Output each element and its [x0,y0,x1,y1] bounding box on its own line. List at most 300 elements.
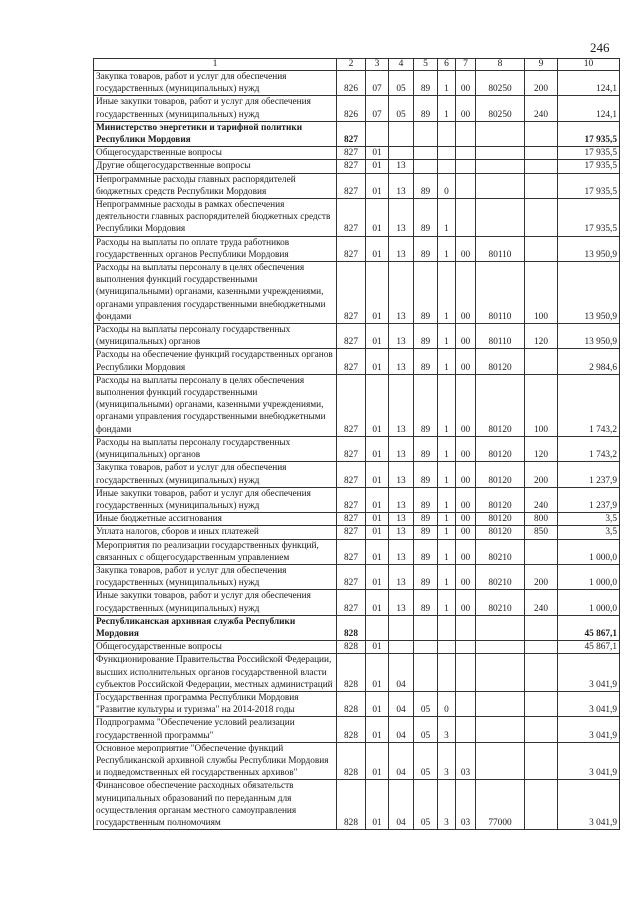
code-cell [525,121,558,146]
code-cell: 01 [366,462,389,487]
column-header: 2 [337,59,366,71]
row-name-cell: Республиканская архивная служба Республики Мордовия [94,615,337,640]
amount-cell: 1 000,0 [558,564,620,589]
table-row [94,96,620,121]
code-cell: 1 [438,539,456,564]
column-header: 9 [525,59,558,71]
code-cell: 13 [389,374,414,436]
code-cell: 13 [389,487,414,512]
column-header: 6 [438,59,456,71]
code-cell: 80120 [476,374,525,436]
code-cell: 13 [389,236,414,261]
amount-cell: 17 935,5 [558,121,620,146]
code-cell: 240 [525,487,558,512]
code-cell: 01 [366,160,389,173]
code-cell: 80210 [476,590,525,615]
code-cell: 827 [337,236,366,261]
code-cell: 89 [414,173,438,198]
code-cell: 120 [525,436,558,461]
row-name-cell: Расходы на обеспечение функций государственных органов Республики Мордовия [94,349,337,374]
row-name-cell: Закупка товаров, работ и услуг для обеспечения государственных (муниципальных) нужд [94,71,337,96]
code-cell: 01 [366,262,389,324]
code-cell [525,742,558,780]
code-cell: 80110 [476,324,525,349]
row-name-cell: Государственная программа Республики Мордовия "Развитие культуры и туризма" на 2014-2018 годы [94,691,337,716]
code-cell [438,147,456,160]
code-cell: 80110 [476,236,525,261]
amount-cell: 2 984,6 [558,349,620,374]
code-cell: 828 [337,780,366,830]
row-name-cell: Расходы на выплаты персоналу государственных (муниципальных) органов [94,324,337,349]
code-cell [456,173,476,198]
code-cell: 00 [456,462,476,487]
code-cell [366,615,389,640]
code-cell: 89 [414,539,438,564]
amount-cell: 3 041,9 [558,654,620,692]
code-cell: 89 [414,236,438,261]
code-cell [366,121,389,146]
code-cell: 01 [366,236,389,261]
row-name-cell: Подпрограмма "Обеспечение условий реализации государственной программы" [94,717,337,742]
code-cell: 80120 [476,526,525,539]
code-cell: 05 [414,691,438,716]
table-row [94,462,620,487]
amount-cell: 3 041,9 [558,717,620,742]
code-cell [525,173,558,198]
table-row [94,590,620,615]
code-cell: 89 [414,349,438,374]
code-cell: 01 [366,173,389,198]
code-cell: 13 [389,173,414,198]
table-row [94,236,620,261]
row-name-cell: Непрограммные расходы в рамках обеспечения деятельности главных распорядителей бюджетных средств Республики Мордовия [94,199,337,237]
code-cell [389,615,414,640]
table-row [94,780,620,830]
column-header: 8 [476,59,525,71]
column-header: 5 [414,59,438,71]
table-row [94,717,620,742]
table-row [94,526,620,539]
code-cell: 89 [414,462,438,487]
amount-cell: 1 237,9 [558,462,620,487]
table-row [94,742,620,780]
row-name-cell: Мероприятия по реализации государственных функций, связанных с общегосударственным управлением [94,539,337,564]
code-cell: 828 [337,654,366,692]
code-cell [476,654,525,692]
code-cell: 01 [366,742,389,780]
code-cell: 3 [438,780,456,830]
code-cell: 00 [456,324,476,349]
code-cell: 04 [389,780,414,830]
code-cell: 01 [366,199,389,237]
code-cell [438,654,456,692]
code-cell: 1 [438,262,456,324]
amount-cell: 17 935,5 [558,199,620,237]
table-row [94,564,620,589]
code-cell: 89 [414,590,438,615]
code-cell: 01 [366,526,389,539]
code-cell [456,199,476,237]
code-cell [476,121,525,146]
code-cell: 00 [456,526,476,539]
code-cell [414,654,438,692]
amount-cell: 3 041,9 [558,691,620,716]
code-cell: 05 [414,742,438,780]
amount-cell: 13 950,9 [558,236,620,261]
code-cell: 01 [366,654,389,692]
code-cell: 89 [414,199,438,237]
code-cell: 200 [525,462,558,487]
table-row [94,160,620,173]
code-cell [476,691,525,716]
code-cell: 827 [337,513,366,526]
code-cell [389,121,414,146]
code-cell: 03 [456,780,476,830]
page-number: 246 [590,40,610,55]
amount-cell: 17 935,5 [558,173,620,198]
table-row [94,539,620,564]
code-cell: 850 [525,526,558,539]
code-cell: 01 [366,436,389,461]
code-cell: 80120 [476,487,525,512]
code-cell: 0 [438,173,456,198]
code-cell [476,147,525,160]
code-cell [438,641,456,654]
code-cell: 04 [389,654,414,692]
code-cell: 01 [366,374,389,436]
table-row [94,324,620,349]
table-row [94,199,620,237]
code-cell [476,641,525,654]
code-cell [476,173,525,198]
code-cell: 80120 [476,513,525,526]
code-cell: 01 [366,487,389,512]
code-cell [456,615,476,640]
code-cell: 01 [366,539,389,564]
row-name-cell: Иные закупки товаров, работ и услуг для обеспечения государственных (муниципальных) нужд [94,590,337,615]
code-cell: 00 [456,96,476,121]
code-cell: 1 [438,513,456,526]
code-cell: 80110 [476,262,525,324]
code-cell: 01 [366,780,389,830]
code-cell: 00 [456,590,476,615]
code-cell: 89 [414,526,438,539]
amount-cell: 3,5 [558,513,620,526]
code-cell [476,615,525,640]
code-cell [525,539,558,564]
code-cell: 05 [389,96,414,121]
code-cell: 827 [337,160,366,173]
code-cell: 1 [438,236,456,261]
code-cell [525,691,558,716]
amount-cell: 45 867,1 [558,615,620,640]
code-cell: 13 [389,462,414,487]
code-cell: 01 [366,147,389,160]
code-cell: 00 [456,262,476,324]
table-row [94,71,620,96]
code-cell: 89 [414,513,438,526]
code-cell: 120 [525,324,558,349]
code-cell [476,717,525,742]
code-cell: 826 [337,96,366,121]
code-cell: 828 [337,717,366,742]
code-cell [389,147,414,160]
column-header: 4 [389,59,414,71]
code-cell: 01 [366,564,389,589]
table-row [94,147,620,160]
code-cell: 827 [337,590,366,615]
amount-cell: 45 867,1 [558,641,620,654]
code-cell: 1 [438,324,456,349]
code-cell: 827 [337,324,366,349]
code-cell: 13 [389,590,414,615]
amount-cell: 1 000,0 [558,539,620,564]
code-cell [525,654,558,692]
code-cell: 3 [438,717,456,742]
code-cell: 1 [438,199,456,237]
table-row [94,121,620,146]
code-cell [525,717,558,742]
row-name-cell: Общегосударственные вопросы [94,641,337,654]
code-cell: 80120 [476,462,525,487]
code-cell: 13 [389,513,414,526]
table-row [94,349,620,374]
row-name-cell: Основное мероприятие "Обеспечение функций Республиканской архивной службы Республики Мордовия и подведомственных ей государственных архивов" [94,742,337,780]
code-cell: 828 [337,615,366,640]
code-cell: 240 [525,96,558,121]
code-cell: 01 [366,513,389,526]
code-cell [525,236,558,261]
code-cell: 01 [366,349,389,374]
amount-cell: 1 743,2 [558,436,620,461]
code-cell: 89 [414,436,438,461]
code-cell: 827 [337,436,366,461]
code-cell [525,199,558,237]
code-cell [476,742,525,780]
code-cell [456,147,476,160]
code-cell [525,615,558,640]
code-cell: 03 [456,742,476,780]
row-name-cell: Расходы на выплаты персоналу государственных (муниципальных) органов [94,436,337,461]
code-cell: 800 [525,513,558,526]
code-cell: 13 [389,349,414,374]
code-cell: 01 [366,717,389,742]
table-row [94,374,620,436]
code-cell: 00 [456,374,476,436]
code-cell: 827 [337,526,366,539]
code-cell: 1 [438,96,456,121]
code-cell [414,615,438,640]
code-cell: 1 [438,526,456,539]
code-cell: 00 [456,564,476,589]
row-name-cell: Иные бюджетные ассигнования [94,513,337,526]
code-cell: 13 [389,539,414,564]
code-cell: 13 [389,564,414,589]
code-cell: 3 [438,742,456,780]
code-cell: 200 [525,71,558,96]
code-cell [525,641,558,654]
code-cell [525,147,558,160]
code-cell: 00 [456,513,476,526]
code-cell: 200 [525,564,558,589]
table-row [94,641,620,654]
code-cell: 100 [525,262,558,324]
row-name-cell: Финансовое обеспечение расходных обязательств муниципальных образований по переданным для осуществления органам местного самоуправления государственным полномочиям [94,780,337,830]
code-cell: 01 [366,590,389,615]
table-row [94,173,620,198]
code-cell: 05 [414,717,438,742]
code-cell: 13 [389,436,414,461]
code-cell: 01 [366,324,389,349]
code-cell: 13 [389,199,414,237]
code-cell [438,121,456,146]
table-row [94,654,620,692]
code-cell: 80250 [476,71,525,96]
code-cell: 100 [525,374,558,436]
code-cell: 827 [337,199,366,237]
code-cell [389,641,414,654]
code-cell: 1 [438,564,456,589]
amount-cell: 13 950,9 [558,262,620,324]
code-cell: 13 [389,526,414,539]
code-cell [525,349,558,374]
code-cell: 827 [337,539,366,564]
code-cell: 828 [337,641,366,654]
column-header: 3 [366,59,389,71]
code-cell [414,160,438,173]
code-cell: 77000 [476,780,525,830]
code-cell: 01 [366,641,389,654]
code-cell [456,691,476,716]
code-cell: 1 [438,436,456,461]
row-name-cell: Непрограммные расходы главных распорядителей бюджетных средств Республики Мордовия [94,173,337,198]
amount-cell: 1 237,9 [558,487,620,512]
code-cell: 13 [389,262,414,324]
code-cell: 13 [389,160,414,173]
budget-table [93,58,620,830]
table-row [94,615,620,640]
code-cell: 0 [438,691,456,716]
code-cell: 00 [456,487,476,512]
row-name-cell: Расходы на выплаты персоналу в целях обеспечения выполнения функций государственными (муниципальными) органами, казенными учреждениями, органами управления государственными внебюджетными фондами [94,262,337,324]
code-cell [438,615,456,640]
column-header: 7 [456,59,476,71]
code-cell: 240 [525,590,558,615]
amount-cell: 3,5 [558,526,620,539]
table-row [94,436,620,461]
code-cell: 1 [438,462,456,487]
code-cell [456,160,476,173]
row-name-cell: Другие общегосударственные вопросы [94,160,337,173]
code-cell: 1 [438,71,456,96]
code-cell: 00 [456,71,476,96]
amount-cell: 3 041,9 [558,780,620,830]
row-name-cell: Расходы на выплаты по оплате труда работников государственных органов Республики Мордовия [94,236,337,261]
code-cell: 827 [337,173,366,198]
row-name-cell: Министерство энергетики и тарифной политики Республики Мордовия [94,121,337,146]
code-cell: 1 [438,590,456,615]
code-cell: 89 [414,324,438,349]
code-cell: 828 [337,691,366,716]
code-cell: 04 [389,717,414,742]
code-cell: 80120 [476,436,525,461]
row-name-cell: Иные закупки товаров, работ и услуг для обеспечения государственных (муниципальных) нужд [94,96,337,121]
row-name-cell: Расходы на выплаты персоналу в целях обеспечения выполнения функций государственными (муниципальными) органами, казенными учреждениями, органами управления государственными внебюджетными фондами [94,374,337,436]
code-cell: 80210 [476,564,525,589]
code-cell [476,160,525,173]
code-cell: 00 [456,349,476,374]
row-name-cell: Закупка товаров, работ и услуг для обеспечения государственных (муниципальных) нужд [94,462,337,487]
code-cell: 00 [456,236,476,261]
amount-cell: 1 743,2 [558,374,620,436]
code-cell: 1 [438,374,456,436]
code-cell: 89 [414,374,438,436]
code-cell: 07 [366,71,389,96]
code-cell: 89 [414,71,438,96]
code-cell: 05 [389,71,414,96]
row-name-cell: Функционирование Правительства Российской Федерации, высших исполнительных органов государственной власти субъектов Российской Федерации, местных администраций [94,654,337,692]
code-cell: 827 [337,121,366,146]
amount-cell: 1 000,0 [558,590,620,615]
code-cell: 827 [337,462,366,487]
code-cell: 827 [337,564,366,589]
code-cell: 1 [438,349,456,374]
code-cell [456,654,476,692]
code-cell: 827 [337,262,366,324]
code-cell: 01 [366,691,389,716]
code-cell: 827 [337,487,366,512]
code-cell: 80250 [476,96,525,121]
table-row [94,487,620,512]
code-cell [414,121,438,146]
row-name-cell: Иные закупки товаров, работ и услуг для обеспечения государственных (муниципальных) нужд [94,487,337,512]
code-cell: 13 [389,324,414,349]
row-name-cell: Закупка товаров, работ и услуг для обеспечения государственных (муниципальных) нужд [94,564,337,589]
code-cell: 827 [337,349,366,374]
amount-cell: 124,1 [558,71,620,96]
code-cell: 826 [337,71,366,96]
code-cell [438,160,456,173]
code-cell: 00 [456,539,476,564]
code-cell: 89 [414,487,438,512]
column-header: 1 [94,59,337,71]
amount-cell: 3 041,9 [558,742,620,780]
code-cell [414,147,438,160]
code-cell: 1 [438,487,456,512]
code-cell: 828 [337,742,366,780]
code-cell [456,717,476,742]
amount-cell: 124,1 [558,96,620,121]
code-cell: 07 [366,96,389,121]
code-cell: 80120 [476,349,525,374]
code-cell: 04 [389,742,414,780]
table-row [94,691,620,716]
code-cell: 05 [414,780,438,830]
code-cell: 827 [337,374,366,436]
amount-cell: 17 935,5 [558,147,620,160]
code-cell: 89 [414,262,438,324]
code-cell: 04 [389,691,414,716]
amount-cell: 13 950,9 [558,324,620,349]
code-cell [414,641,438,654]
amount-cell: 17 935,5 [558,160,620,173]
code-cell [456,121,476,146]
table-row [94,513,620,526]
row-name-cell: Уплата налогов, сборов и иных платежей [94,526,337,539]
row-name-cell: Общегосударственные вопросы [94,147,337,160]
table-row [94,262,620,324]
code-cell: 89 [414,96,438,121]
